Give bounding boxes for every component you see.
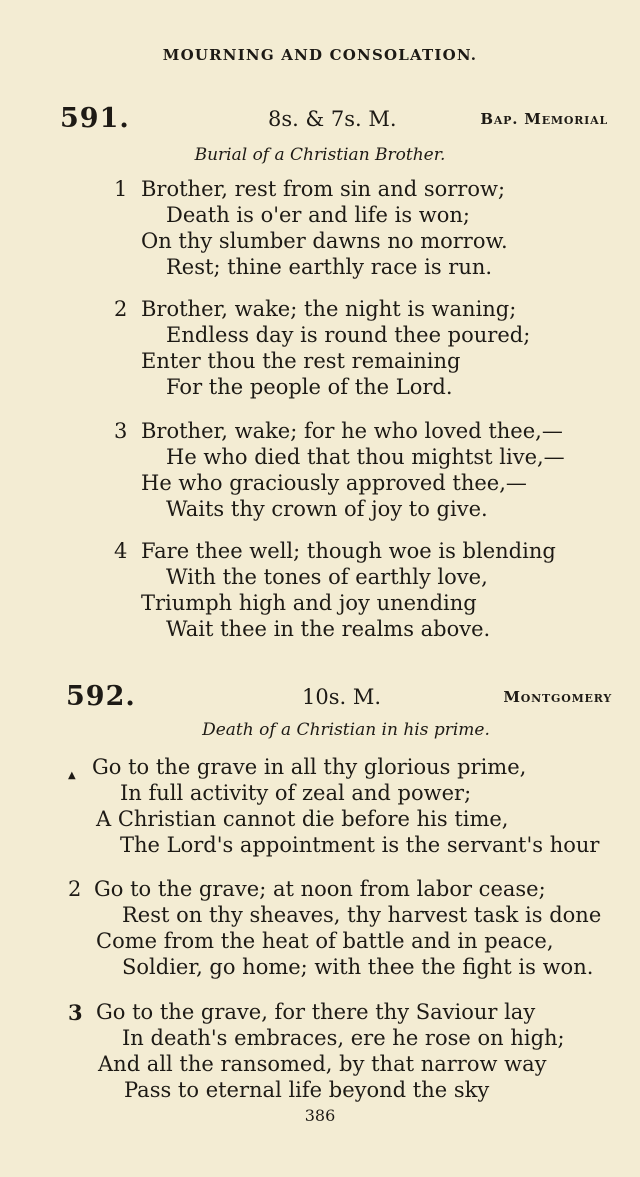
stanza-mark: ▲ bbox=[68, 770, 76, 781]
verse-line: Waits thy crown of joy to give. bbox=[166, 497, 488, 521]
verse-line: He who died that thou mightst live,— bbox=[166, 445, 565, 469]
hymn-tune: Bap. Memorial bbox=[480, 110, 608, 128]
hymn-meter: 8s. & 7s. M. bbox=[268, 107, 397, 131]
verse-line: On thy slumber dawns no morrow. bbox=[141, 229, 508, 253]
verse-line: Death is o'er and life is won; bbox=[166, 203, 471, 227]
verse-line: With the tones of earthly love, bbox=[166, 565, 488, 589]
verse-line: Wait thee in the realms above. bbox=[166, 617, 491, 641]
verse-line: Enter thou the rest remaining bbox=[141, 349, 461, 373]
verse-line: Go to the grave; at noon from labor cease; bbox=[94, 877, 546, 901]
hymn-subtitle: Burial of a Christian Brother. bbox=[194, 145, 446, 165]
verse-line: Brother, wake; for he who loved thee,— bbox=[141, 419, 563, 443]
hymn-header bbox=[0, 103, 640, 133]
verse-line: Brother, rest from sin and sorrow; bbox=[141, 177, 506, 201]
verse-line: For the people of the Lord. bbox=[166, 375, 453, 399]
page-number: 386 bbox=[304, 1106, 336, 1125]
hymn-number: 591. bbox=[60, 103, 130, 134]
hymn-header bbox=[0, 681, 640, 711]
verse-line: Come from the heat of battle and in peace, bbox=[96, 929, 554, 953]
hymn-tune: Montgomery bbox=[503, 688, 612, 706]
verse-line: Triumph high and joy unending bbox=[141, 591, 477, 615]
hymn-subtitle: Death of a Christian in his prime. bbox=[202, 720, 490, 740]
stanza-number: 3 bbox=[68, 1000, 83, 1025]
running-head: MOURNING AND CONSOLATION. bbox=[162, 46, 478, 64]
verse-line: And all the ransomed, by that narrow way bbox=[98, 1052, 547, 1076]
verse-line: A Christian cannot die before his time, bbox=[96, 807, 509, 831]
stanza-number: 2 bbox=[68, 877, 82, 901]
verse-line: In full activity of zeal and power; bbox=[120, 781, 472, 805]
stanza-number: 4 bbox=[114, 539, 128, 563]
verse-line: He who graciously approved thee,— bbox=[141, 471, 527, 495]
stanza-number: 3 bbox=[114, 419, 128, 443]
hymn-number: 592. bbox=[66, 681, 136, 712]
verse-line: Soldier, go home; with thee the fight is won. bbox=[122, 955, 594, 979]
verse-line: Endless day is round thee poured; bbox=[166, 323, 531, 347]
stanza-number: 1 bbox=[114, 177, 128, 201]
verse-line: Go to the grave in all thy glorious prime, bbox=[92, 755, 527, 779]
verse-line: Fare thee well; though woe is blending bbox=[141, 539, 556, 563]
verse-line: The Lord's appointment is the servant's hour bbox=[120, 833, 600, 857]
stanza-number: 2 bbox=[114, 297, 128, 321]
verse-line: Pass to eternal life beyond the sky bbox=[124, 1078, 490, 1102]
verse-line: Rest; thine earthly race is run. bbox=[166, 255, 493, 279]
hymn-meter: 10s. M. bbox=[302, 685, 382, 709]
verse-line: Brother, wake; the night is waning; bbox=[141, 297, 517, 321]
verse-line: Rest on thy sheaves, thy harvest task is done bbox=[122, 903, 602, 927]
verse-line: In death's embraces, ere he rose on high; bbox=[122, 1026, 565, 1050]
verse-line: Go to the grave, for there thy Saviour lay bbox=[96, 1000, 536, 1024]
